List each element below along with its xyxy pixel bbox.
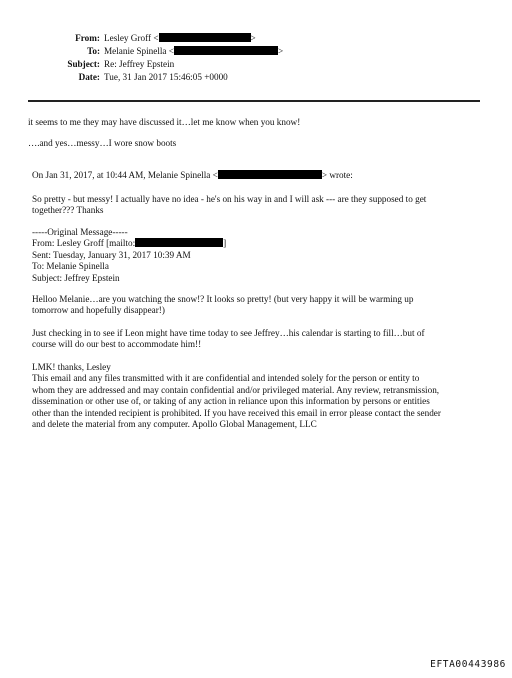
- signoff: LMK! thanks, Lesley: [32, 362, 111, 372]
- original-marker: -----Original Message-----: [32, 227, 128, 237]
- disclaimer-line: dissemination or other use of, or taking of any action in reliance upon this information by persons or entities: [32, 396, 430, 407]
- redaction-box: [159, 33, 251, 42]
- quote-intro-start: On Jan 31, 2017, at 10:44 AM, Melanie Spinella <: [32, 170, 218, 180]
- from-tail: >: [250, 33, 256, 43]
- from-label: From:: [75, 33, 100, 43]
- disclaimer-line: and delete the material from any computer. Apollo Global Management, LLC: [32, 419, 317, 430]
- to-tail: >: [278, 46, 284, 56]
- original-sent: Sent: Tuesday, January 31, 2017 10:39 AM: [32, 249, 191, 260]
- original-subject: Subject: Jeffrey Epstein: [32, 272, 120, 283]
- original-message-header: [32, 227, 482, 284]
- document-id: EFTA00443986: [430, 659, 506, 670]
- reply-paragraph: [32, 194, 482, 217]
- message-line: Just checking in to see if Leon might have time today to see Jeffrey…his calendar is starting to fill…but of: [32, 328, 425, 338]
- message-paragraph-2: [32, 328, 482, 351]
- from-value: [104, 33, 256, 44]
- redaction-box: [135, 238, 223, 247]
- message-line: course will do our best to accommodate him!!: [32, 339, 202, 350]
- date-label: Date:: [78, 72, 100, 82]
- header-divider: [28, 100, 480, 102]
- reply-line: together??? Thanks: [32, 205, 104, 216]
- signoff-and-disclaimer: [32, 362, 482, 430]
- message-paragraph-1: [32, 294, 482, 317]
- reply-line: So pretty - but messy! I actually have no idea - he's on his way in and I will ask --- are they supposed to get: [32, 194, 427, 204]
- subject-value: Re: Jeffrey Epstein: [104, 59, 175, 69]
- date-value: Tue, 31 Jan 2017 15:46:05 +0000: [104, 72, 228, 82]
- quote-intro-end: > wrote:: [321, 170, 353, 180]
- disclaimer-line: other than the intended recipient is prohibited. If you have received this email in error please contact the sender: [32, 407, 441, 418]
- redaction-box: [218, 170, 322, 179]
- original-from-text: From: Lesley Groff [mailto:: [32, 238, 136, 249]
- from-name: Lesley Groff <: [104, 33, 159, 43]
- to-label: To:: [87, 46, 100, 56]
- to-name: Melanie Spinella <: [104, 46, 174, 56]
- message-line: tomorrow and hopefully disappear!): [32, 305, 165, 316]
- to-value: [104, 46, 283, 57]
- body-line-1: it seems to me they may have discussed it…let me know when you know!: [28, 117, 301, 127]
- disclaimer-line: This email and any files transmitted with it are confidential and intended solely for the person or entity to: [32, 373, 420, 384]
- body-line-2: ….and yes…messy…I wore snow boots: [28, 138, 177, 148]
- original-to: To: Melanie Spinella: [32, 261, 109, 272]
- message-line: Helloo Melanie…are you watching the snow!? It looks so pretty! (but very happy it will be warming up: [32, 294, 414, 304]
- subject-label: Subject:: [67, 59, 100, 69]
- quote-intro: [32, 170, 353, 181]
- redaction-box: [174, 46, 278, 55]
- original-from: [32, 238, 482, 249]
- original-from-tail: ]: [223, 238, 227, 249]
- disclaimer-line: whom they are addressed and may contain confidential and/or privileged material. Any review, retransmission,: [32, 384, 440, 395]
